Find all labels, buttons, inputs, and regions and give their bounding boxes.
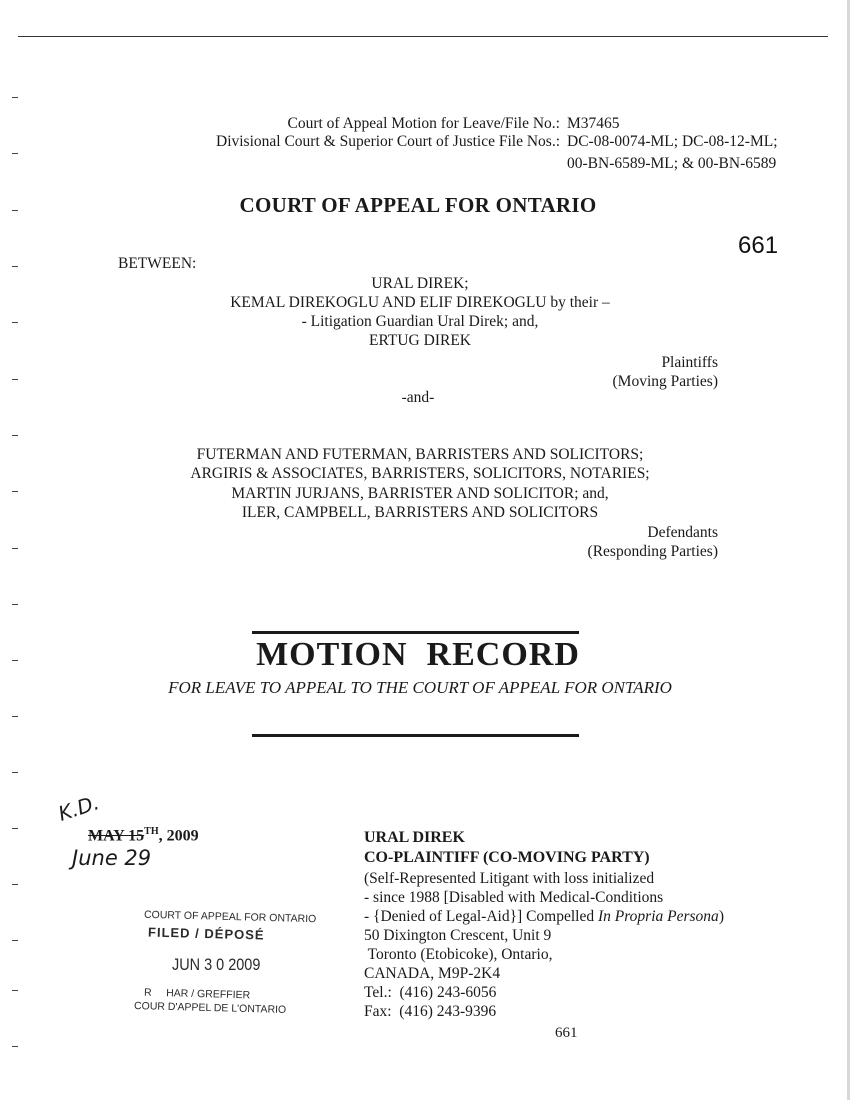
plaintiffs-role: Plaintiffs	[661, 354, 718, 371]
divisional-file-value-1: DC-08-0074-ML; DC-08-12-ML;	[567, 133, 778, 150]
stamp-line-1: COURT OF APPEAL FOR ONTARIO	[143, 908, 317, 926]
date-year: , 2009	[158, 827, 199, 845]
party-line: (Self-Represented Litigant with loss initialized	[364, 870, 655, 887]
margin-tick	[12, 990, 18, 991]
defendant-name: MARTIN JURJANS, BARRISTER AND SOLICITOR; and,	[231, 485, 609, 502]
address-line: Toronto (Etobicoke), Ontario,	[364, 946, 553, 963]
motion-title	[0, 636, 836, 674]
document-date	[88, 826, 199, 845]
margin-tick	[12, 884, 18, 885]
defendants-role-sub: (Responding Parties)	[587, 543, 718, 560]
margin-tick	[12, 322, 18, 323]
party-role: CO-PLAINTIFF (CO-MOVING PARTY)	[364, 849, 650, 866]
between-label: BETWEEN:	[118, 255, 197, 272]
party-line	[364, 908, 724, 926]
title-rule-bottom	[252, 734, 579, 737]
stamp-line-4: COUR D'APPEL DE L'ONTARIO	[133, 1000, 287, 1016]
address-line: 50 Dixington Crescent, Unit 9	[364, 927, 552, 944]
margin-tick	[12, 772, 18, 773]
defendant-name: ILER, CAMPBELL, BARRISTERS AND SOLICITORS	[241, 504, 599, 521]
margin-tick	[12, 940, 18, 941]
handwritten-date: June 29	[72, 846, 152, 870]
margin-tick	[12, 828, 18, 829]
plaintiffs-role-sub: (Moving Parties)	[612, 373, 718, 390]
defendant-name: FUTERMAN AND FUTERMAN, BARRISTERS AND SOLICITORS;	[196, 446, 644, 463]
margin-tick	[12, 1046, 18, 1047]
address-line: CANADA, M9P-2K4	[364, 965, 501, 982]
court-title: COURT OF APPEAL FOR ONTARIO	[239, 193, 597, 217]
margin-tick	[12, 379, 18, 380]
stamp-line-2: FILED / DÉPOSÉ	[147, 924, 265, 943]
top-rule	[18, 36, 828, 37]
margin-tick	[12, 548, 18, 549]
leave-file-label: Court of Appeal Motion for Leave/File No.:	[287, 115, 560, 132]
plaintiff-name: - Litigation Guardian Ural Direk; and,	[301, 313, 539, 330]
telephone: Tel.: (416) 243-6056	[364, 984, 497, 1001]
date-superscript: TH	[144, 826, 159, 837]
and-separator: -and-	[401, 389, 435, 406]
party-name: URAL DIREK	[364, 829, 465, 846]
leave-file-value: M37465	[567, 115, 620, 132]
stamped-number: 661	[738, 232, 779, 259]
defendant-name: ARGIRIS & ASSOCIATES, BARRISTERS, SOLICITORS, NOTARIES;	[190, 465, 650, 482]
divisional-file-value-2: 00-BN-6589-ML; & 00-BN-6589	[567, 155, 777, 172]
party-italic-tail: In Propria Persona	[597, 908, 719, 925]
margin-tick	[12, 153, 18, 154]
title-rule-top	[252, 631, 579, 634]
party-line: - since 1988 [Disabled with Medical-Conditions	[364, 889, 664, 906]
margin-tick	[12, 491, 18, 492]
fax: Fax: (416) 243-9396	[364, 1003, 497, 1020]
stamp-line-3: R HAR / GREFFIER	[143, 986, 251, 1002]
margin-tick	[12, 435, 18, 436]
margin-tick	[12, 266, 18, 267]
margin-tick	[12, 604, 18, 605]
margin-tick	[12, 716, 18, 717]
page-number: 661	[555, 1025, 578, 1041]
stamp-date: JUN 3 0 2009	[172, 955, 261, 974]
motion-subtitle: FOR LEAVE TO APPEAL TO THE COURT OF APPEAL FOR ONTARIO	[168, 678, 672, 697]
plaintiff-name: KEMAL DIREKOGLU AND ELIF DIREKOGLU by their –	[230, 294, 610, 311]
divisional-file-label: Divisional Court & Superior Court of Justice File Nos.:	[216, 133, 560, 150]
motion-title-text: MOTION RECORD	[256, 636, 580, 673]
party-close-paren: )	[718, 908, 724, 925]
plaintiff-name: ERTUG DIREK	[369, 332, 471, 349]
party-line-text: - {Denied of Legal-Aid}] Compelled	[364, 908, 598, 925]
plaintiff-name: URAL DIREK;	[371, 275, 469, 292]
margin-tick	[12, 97, 18, 98]
handwritten-initials: K.D.	[55, 790, 102, 826]
struck-date: MAY 15	[88, 827, 145, 845]
defendants-role: Defendants	[647, 524, 718, 541]
